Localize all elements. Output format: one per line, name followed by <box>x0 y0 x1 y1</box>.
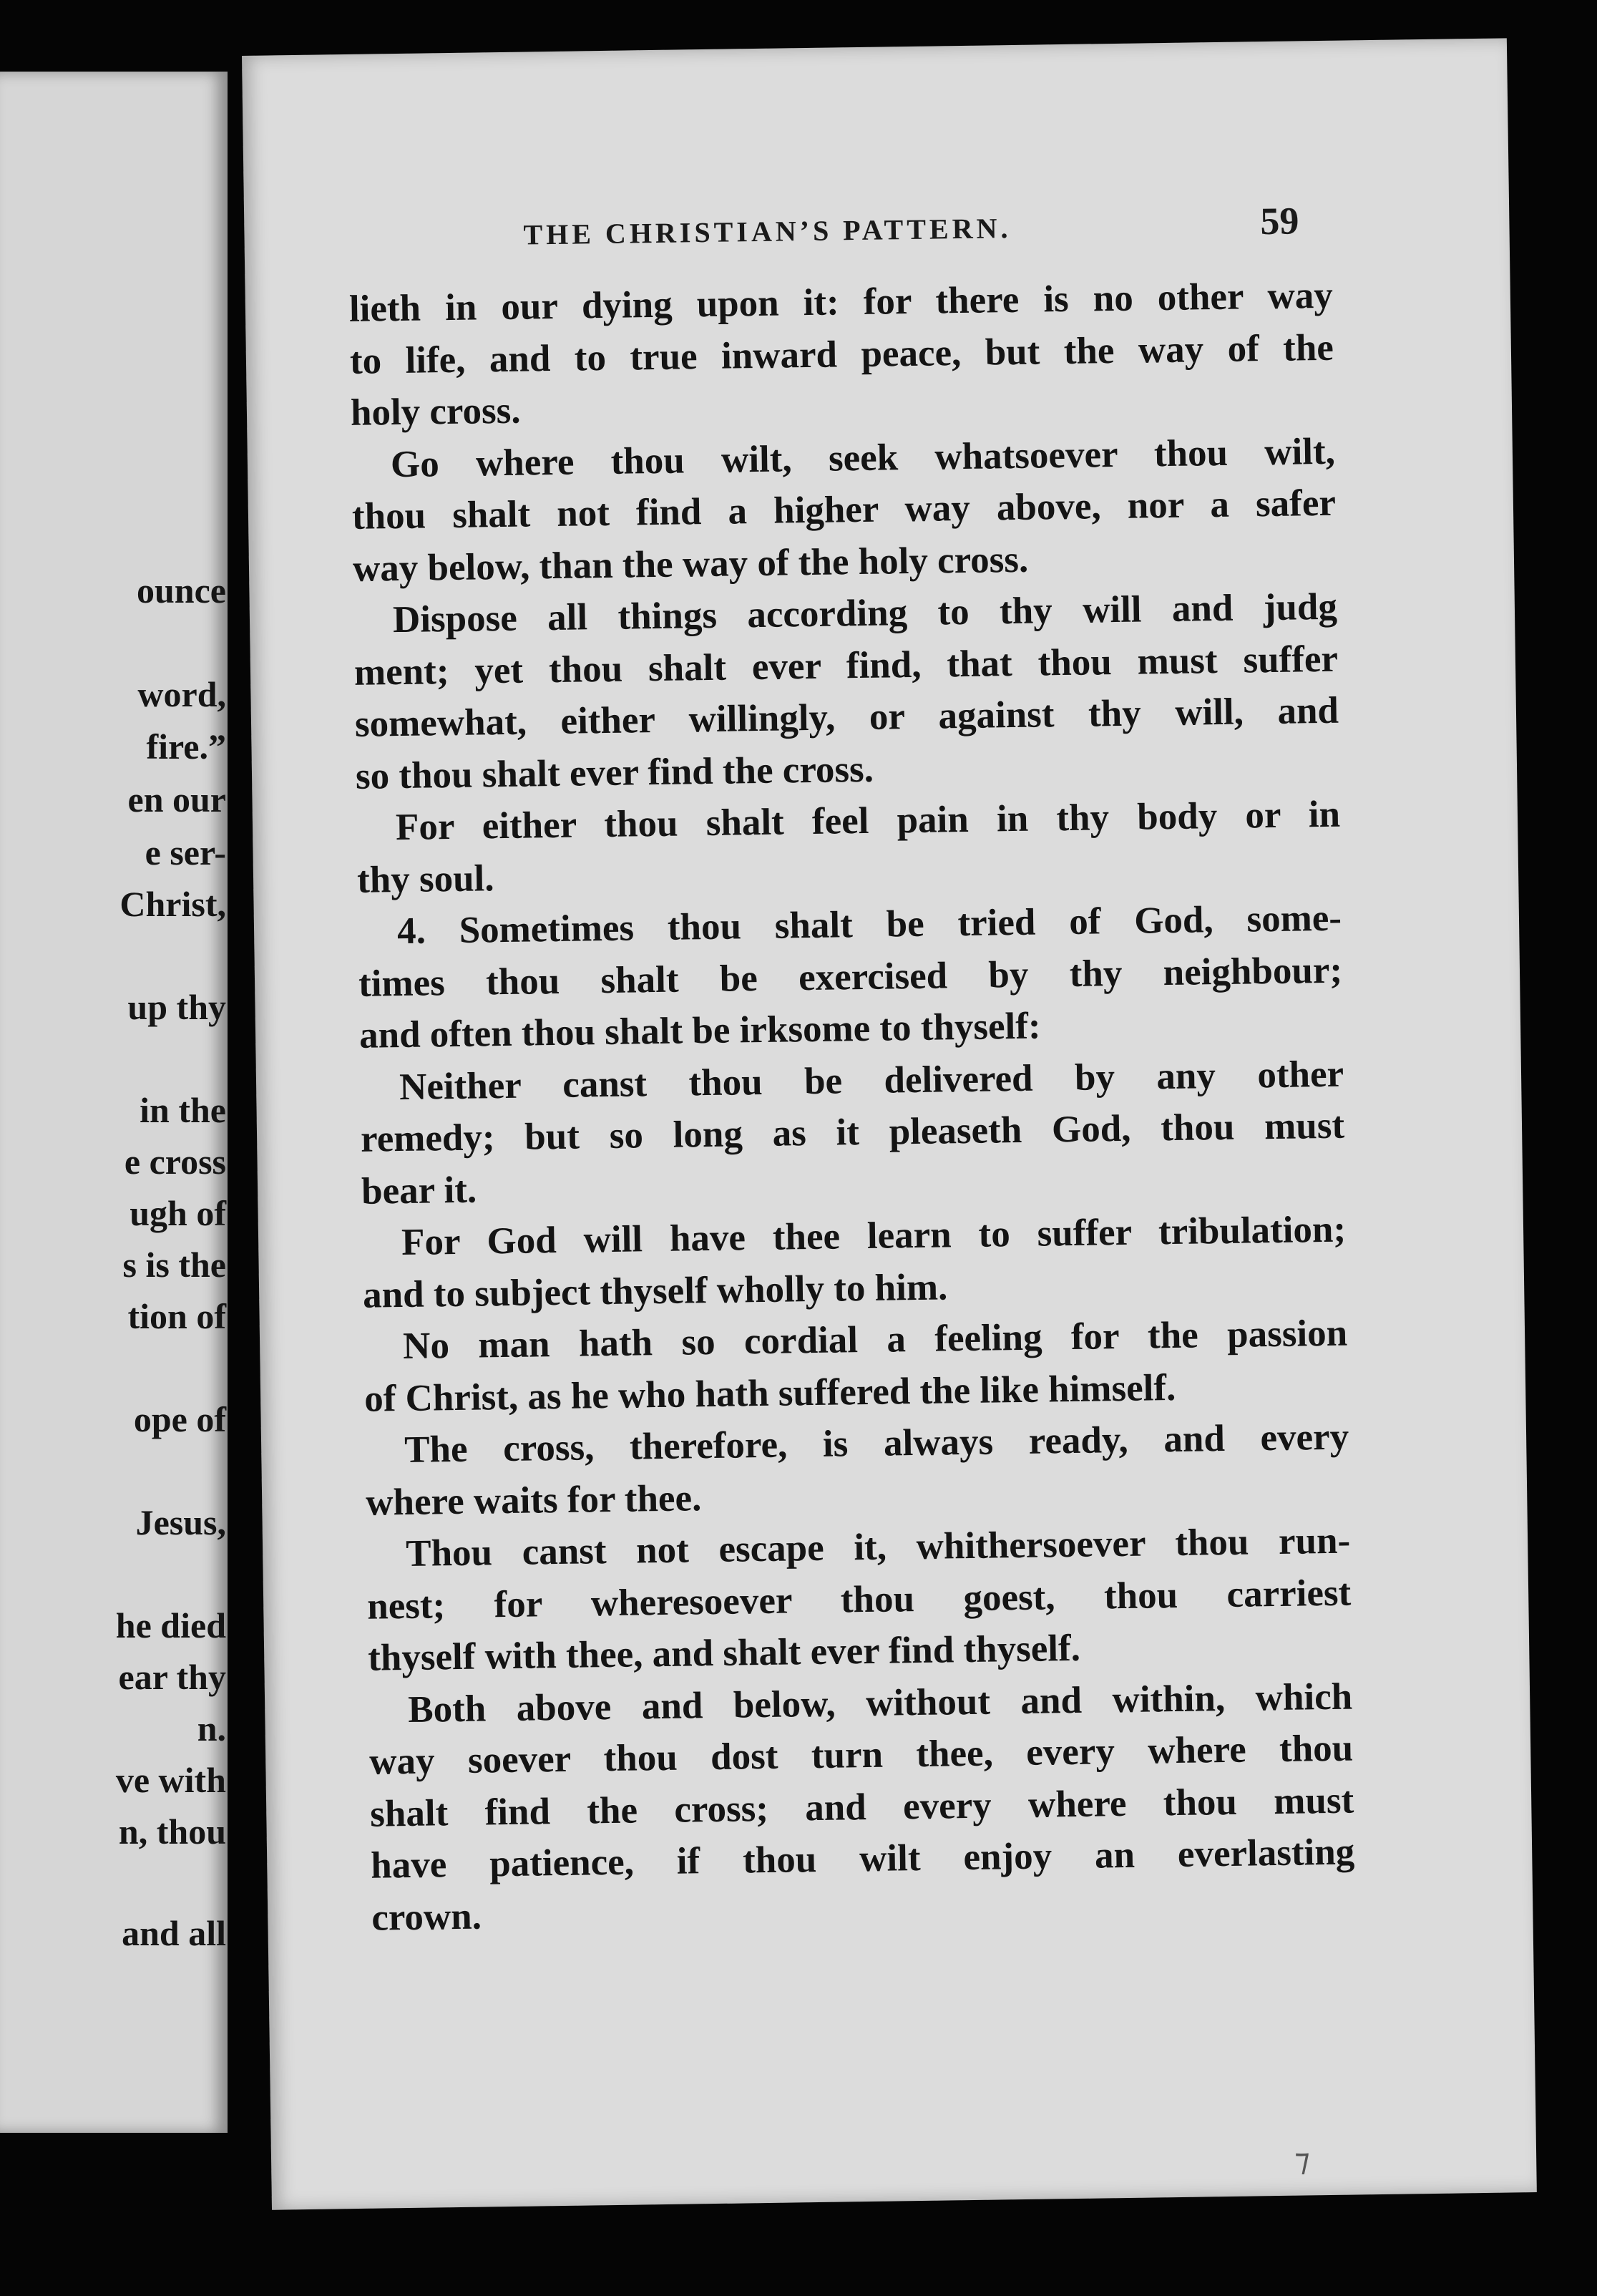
page-number: 59 <box>1259 199 1299 243</box>
body-text-line: Go where thou wilt, seek whatsoever thou wilt, <box>390 430 1336 485</box>
left-page-line: in the <box>140 1090 226 1130</box>
body-text-line: somewhat, either willingly, or against thy will, and <box>354 689 1339 745</box>
body-text-line: Thou canst not escape it, whithersoever thou run- <box>405 1519 1351 1575</box>
body-text-line: and to subject thyself wholly to him. <box>362 1265 948 1316</box>
left-page-line: ve with <box>115 1760 226 1800</box>
body-text-line: 4. Sometimes thou shalt be tried of God, some- <box>396 897 1342 953</box>
body-text-line: ment; yet thou shalt ever find, that thou must suffer <box>353 638 1339 694</box>
left-page-line: en our <box>127 779 226 819</box>
body-text-line: For either thou shalt feel pain in thy body or in <box>395 793 1341 849</box>
body-text-line: so thou shalt ever find the cross. <box>355 748 874 797</box>
body-text-line: way below, than the way of the holy cross. <box>352 538 1029 590</box>
body-text-line: The cross, therefore, is always ready, and every <box>404 1416 1349 1472</box>
body-text-line: crown. <box>371 1895 482 1939</box>
body-text-line: times thou shalt be exercised by thy neighbour; <box>358 949 1343 1005</box>
body-text-line: Dispose all things according to thy will and judg <box>392 585 1338 641</box>
left-page-line: fire.” <box>146 726 226 767</box>
left-page-line: word, <box>137 674 226 714</box>
body-text-line: thou shalt not find a higher way above, nor a safer <box>351 482 1337 537</box>
left-page-line: he died <box>115 1605 226 1645</box>
pencil-mark-icon: ⁊ <box>1294 2141 1311 2179</box>
left-page-line: ope of <box>133 1399 226 1439</box>
left-page-line: n, thou <box>118 1811 226 1852</box>
body-text-line: remedy; but so long as it pleaseth God, thou must <box>360 1104 1345 1160</box>
left-page-line: ugh of <box>130 1193 226 1233</box>
left-page-line: tion of <box>127 1296 226 1336</box>
left-page-line: s is the <box>122 1245 226 1285</box>
left-page-line: and all <box>122 1913 226 1953</box>
left-page-line: n. <box>197 1708 226 1748</box>
body-text-line: Both above and below, without and within, which <box>407 1675 1353 1731</box>
body-text-line: way soever thou dost turn thee, every where thou <box>368 1727 1354 1783</box>
body-text-line: Neither canst thou be delivered by any other <box>399 1053 1344 1108</box>
body-text-line: nest; for wheresoever thou goest, thou carriest <box>366 1572 1352 1628</box>
left-page-line: ear thy <box>118 1657 226 1697</box>
left-page-line: e cross <box>124 1142 226 1182</box>
body-text-line: and often thou shalt be irksome to thyself: <box>358 1005 1042 1056</box>
body-text-line: lieth in our dying upon it: for there is no other way <box>348 274 1334 330</box>
book-page <box>242 38 1537 2209</box>
body-text-line: where waits for thee. <box>365 1477 702 1524</box>
body-text-line: shalt find the cross; and every where thou must <box>369 1779 1354 1835</box>
running-head: THE CHRISTIAN’S PATTERN. <box>523 212 1012 251</box>
body-text-line: For God will have thee learn to suffer tribulation; <box>401 1208 1347 1264</box>
left-page-line: Christ, <box>119 884 226 924</box>
body-text-line: thy soul. <box>356 857 494 901</box>
left-page-line: Jesus, <box>135 1502 226 1542</box>
body-text-line: have patience, if thou wilt enjoy an everlasting <box>370 1831 1355 1887</box>
body-text-line: holy cross. <box>350 389 521 434</box>
body-text-line: of Christ, as he who hath suffered the like himself. <box>363 1366 1176 1420</box>
left-page-line: up thy <box>127 987 226 1027</box>
body-text-line: to life, and to true inward peace, but the way of the <box>349 326 1334 382</box>
left-page-line: e ser- <box>145 832 226 872</box>
body-text-line: No man hath so cordial a feeling for the passion <box>402 1312 1348 1368</box>
left-page-line: ounce <box>137 570 226 611</box>
previous-page <box>0 72 228 2133</box>
body-text-line: thyself with thee, and shalt ever find thyself. <box>367 1627 1081 1679</box>
body-text-line: bear it. <box>361 1169 477 1212</box>
